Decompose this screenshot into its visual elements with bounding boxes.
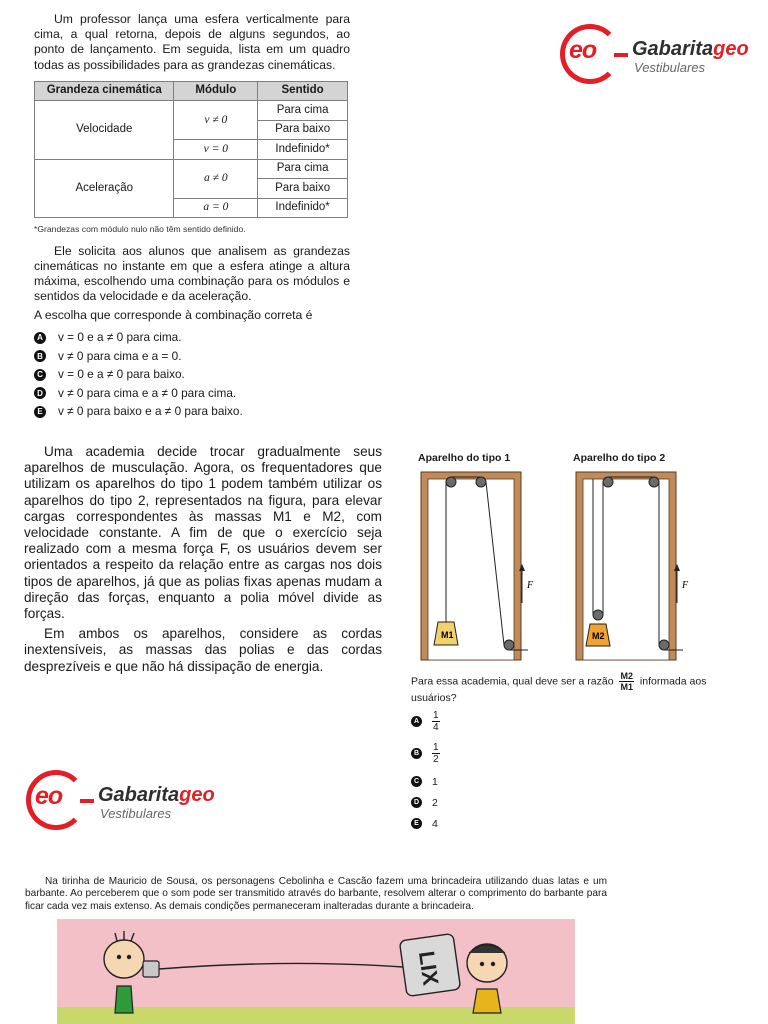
option-e[interactable] [34,403,350,422]
comic-illustration [57,919,575,1024]
table-row [35,101,348,121]
option-c[interactable] [411,771,440,792]
option-b[interactable] [411,736,440,771]
pulley-diagram [400,448,700,670]
force-f-label: F [682,580,689,591]
logo-mark-icon: eo [560,24,624,88]
option-a[interactable] [34,329,350,348]
logo-name-accent: geo [713,37,749,60]
question-2 [24,444,382,675]
figure-title-type-1: Aparelho do tipo 1 [418,452,511,464]
table-header: Sentido [258,81,348,101]
option-a[interactable] [411,706,440,736]
table-header: Módulo [174,81,258,101]
option-d[interactable] [411,792,440,813]
q2-paragraph-2: Em ambos os aparelhos, considere as cordas inextensíveis, as massas das polias e das cordas desprezíveis e que não há dissipação de energia. [24,626,382,674]
logo-subtitle: Vestibulares [100,805,172,821]
option-letter-badge: E [34,406,46,418]
q3-text: Na tirinha de Mauricio de Sousa, os personagens Cebolinha e Cascão fazem uma brincadeira utilizando duas latas e um barbante. Ao perceberem que o som pode ser transmitido através do barbante, resolvem alterar o comprimento do barbante para ficar cada vez mais extenso. As demais condições permaneceram inalteradas durante a brincadeira. [25,876,607,912]
q2-paragraph-1: Uma academia decide trocar gradualmente seus aparelhos de musculação. Agora, os frequentadores que utilizam os aparelhos do tipo 1 podem também utilizar os aparelhos do tipo 2, representados na figura, para elevar cargas correspondentes às massas M1 e M2, com velocidade constante. A fim de que o exercício seja realizado com a mesma força F, os usuários devem ser orientados a respeito da relação entre as cargas nos dois tipos de aparelhos, já que as polias fixas apenas mudam a direção das forças, enquanto a polia móvel divide as forças. [24,444,382,622]
option-letter-badge: D [34,387,46,399]
table-cell-sense: Para cima [258,159,348,179]
gabaritageo-logo [26,770,215,834]
question-1 [34,12,350,421]
option-letter-badge: C [34,369,46,381]
option-e[interactable] [411,813,440,834]
q1-options [34,329,350,422]
option-text: v = 0 e a ≠ 0 para baixo. [58,367,185,382]
table-cell-sense: Para baixo [258,179,348,199]
option-text: v = 0 e a ≠ 0 para cima. [58,330,182,345]
option-text: v ≠ 0 para baixo e a ≠ 0 para baixo. [58,404,243,419]
question-3 [25,876,607,913]
option-text: 1 [432,775,438,788]
option-text: v ≠ 0 para cima e a ≠ 0 para cima. [58,385,237,400]
mass-m1-label: M1 [441,630,454,640]
apparatus-1 [421,472,534,660]
gabaritageo-logo [560,24,749,88]
force-f-label: F [527,580,534,591]
option-letter-badge: A [411,716,422,727]
option-d[interactable] [34,384,350,403]
option-c[interactable] [34,366,350,385]
option-fraction: $\frac{1}{2}$ [433,742,439,765]
tin-can-left [143,961,159,977]
option-letter-badge: E [411,818,422,829]
table-cell-sense: Para cima [258,101,348,121]
option-fraction: $\frac{1}{4}$ [433,709,439,733]
q1-prompt: A escolha que corresponde à combinação correta é [34,308,313,323]
option-letter-badge: D [411,797,422,808]
apparatus-2 [576,472,689,660]
logo-name: Gabarita [98,783,180,806]
table-row [35,159,348,179]
table-cell-sense: Para baixo [258,120,348,140]
table-cell-module: a = 0 [174,198,258,218]
table-cell-module: v = 0 [174,140,258,160]
pulley-figure [400,448,700,670]
option-b[interactable] [34,347,350,366]
table-cell-aceleracao: Aceleração [35,159,174,218]
option-letter-badge: B [411,748,422,759]
table-cell-module: v ≠ 0 [174,101,258,140]
mass-m2-label: M2 [592,631,605,641]
table-footnote: *Grandezas com módulo nulo não têm sentido definido. [34,224,246,235]
q1-intro: Um professor lança uma esfera verticalmente para cima, a qual retorna, depois de alguns segundos, ao ponto de lançamento. Em seguida, lista em um quadro todas as possibilidades para as grandezas cinemáticas. [34,12,350,72]
option-text: 4 [432,817,438,830]
option-letter-badge: A [34,332,46,344]
q1-text: Ele solicita aos alunos que analisem as grandezas cinemáticas no instante em que a esfera atinge a altura máxima, escolhendo uma combinação para os módulos e sentidos da velocidade e da aceleração. [34,243,350,304]
kinematics-table [34,81,348,219]
option-letter-badge: C [411,776,422,787]
table-cell-velocidade: Velocidade [35,101,174,160]
option-letter-badge: B [34,350,46,362]
logo-subtitle: Vestibulares [634,59,706,75]
logo-mark-icon: eo [26,770,90,834]
table-cell-sense: Indefinido* [258,198,348,218]
q2-question [411,671,711,705]
option-text: 2 [432,796,438,809]
table-header: Grandeza cinemática [35,81,174,101]
comic-strip [57,919,575,1024]
q2-question-text: Para essa academia, qual deve ser a razão [411,675,614,688]
logo-name-accent: geo [179,783,215,806]
logo-name: Gabarita [632,37,714,60]
option-text: v ≠ 0 para cima e a = 0. [58,348,182,363]
ratio-fraction: $\frac{M2}{M1}$ [620,671,633,692]
q2-options [411,706,440,834]
figure-title-type-2: Aparelho do tipo 2 [573,452,666,464]
table-cell-module: a ≠ 0 [174,159,258,198]
can-label: LIX [413,949,444,987]
table-header-row [35,81,348,101]
table-cell-sense: Indefinido* [258,140,348,160]
q2-question-text-end: informada aos usuários? [411,675,707,704]
